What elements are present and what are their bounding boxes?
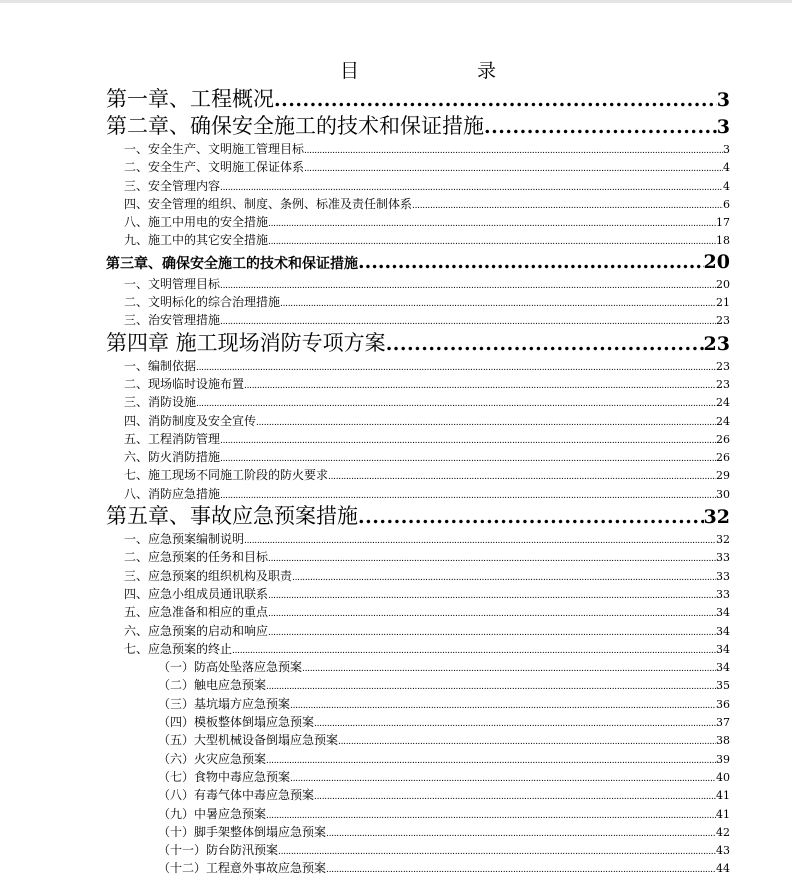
toc-page-number: 23 [716,377,730,391]
toc-section-entry[interactable] [106,393,730,411]
toc-section-entry[interactable] [106,293,730,311]
dot-leader [386,331,704,357]
toc-entry-label: （七）食物中毒应急预案 [158,769,291,784]
toc-page-number: 38 [716,734,730,748]
toc-subsection-entry[interactable] [106,695,730,713]
toc-subsection-entry[interactable] [106,750,730,768]
toc-entry-label: 四、应急小组成员通讯联系 [124,586,269,601]
dot-leader [268,624,716,640]
toc-entry-label: 第一章、工程概况 [106,87,274,111]
toc-entry-label: 五、应急准备和相应的重点 [124,605,269,620]
toc-page-number: 26 [716,451,730,465]
dot-leader [304,142,723,158]
dot-leader [290,770,716,786]
toc-page-number: 26 [716,432,730,446]
toc-entry-label: 第四章 施工现场消防专项方案 [106,330,386,355]
toc-page-number: 23 [703,332,730,355]
dot-leader [302,660,716,676]
toc-page-number: 24 [716,396,730,410]
toc-page-number: 35 [716,679,730,693]
dot-leader [256,414,716,430]
dot-leader [266,807,716,823]
toc-page-number: 4 [723,179,730,193]
page-title: 目 录 [339,60,553,82]
toc-entry-label: 八、消防应急措施 [124,486,221,501]
toc-entry-label: 第二章、确保安全施工的技术和保证措施 [106,114,484,138]
toc-chapter-entry[interactable] [106,86,730,113]
toc-entry-label: 二、应急预案的任务和目标 [124,550,269,565]
toc-page-number: 37 [716,716,730,730]
toc-section-entry[interactable] [106,485,730,503]
dot-leader [268,605,716,621]
toc-section-entry[interactable] [106,177,730,195]
toc-page-number: 44 [716,862,730,876]
toc-entry-label: 三、应急预案的组织机构及职责 [124,568,293,583]
dot-leader [268,550,716,566]
dot-leader [268,233,716,249]
toc-entry-label: （二）触电应急预案 [158,678,267,693]
toc-section-entry[interactable] [106,448,730,466]
toc-subsection-entry[interactable] [106,676,730,694]
toc-entry-label: 二、现场临时设施布置 [124,376,245,391]
top-edge [0,0,792,3]
toc-entry-label: 五、工程消防管理 [124,431,221,446]
toc-page-number: 3 [716,89,730,111]
toc-entry-label: 七、应急预案的终止 [124,641,233,656]
dot-leader [220,277,716,293]
dot-leader [290,697,716,713]
toc-entry-label: （八）有毒气体中毒应急预案 [158,788,315,803]
toc-section-entry[interactable] [106,375,730,393]
toc-page-number: 21 [716,296,730,310]
toc-page-number: 33 [716,551,730,565]
dot-leader [358,250,704,275]
toc-entry-label: （十）脚手架整体倒塌应急预案 [158,824,327,839]
toc-page-number: 30 [716,487,730,501]
toc-page-number: 6 [723,197,730,211]
toc-entry-label: 六、防火消防措施 [124,450,221,465]
toc-entry-label: 二、安全生产、文明施工保证体系 [124,160,305,175]
toc-entry-label: （十一）防台防汛预案 [158,843,279,858]
toc-entry-label: 一、应急预案编制说明 [124,532,245,547]
toc-page-number: 3 [716,116,730,138]
toc-page-number: 34 [716,661,730,675]
toc-entry-label: 三、消防设施 [124,395,197,410]
toc-page-number: 32 [716,533,730,547]
toc-page-number: 33 [716,569,730,583]
dot-leader [268,587,716,603]
toc-page-number: 23 [716,359,730,373]
dot-leader [328,468,716,484]
dot-leader [266,752,716,768]
toc-section-entry[interactable] [106,430,730,448]
toc-entry-label: 一、文明管理目标 [124,276,221,291]
toc-section-entry[interactable] [106,158,730,176]
dot-leader [244,377,716,393]
toc-page-number: 33 [716,587,730,601]
toc-entry-label: 四、消防制度及安全宣传 [124,413,257,428]
toc-page-number: 40 [716,770,730,784]
dot-leader [278,843,716,859]
toc-chapter-entry[interactable] [106,113,730,140]
toc-page-number: 32 [703,506,730,529]
toc-page-number: 41 [716,789,730,803]
toc-entry-label: （九）中暑应急预案 [158,806,267,821]
dot-leader [220,450,716,466]
toc-page-number: 29 [716,469,730,483]
toc-section-entry[interactable] [106,603,730,621]
toc-section-entry[interactable] [106,140,730,158]
toc-subsection-entry[interactable] [106,731,730,749]
toc-entry-label: 九、施工中的其它安全措施 [124,233,269,248]
toc-page-number: 20 [716,277,730,291]
toc-subsection-entry[interactable] [106,859,730,877]
dot-leader [304,160,723,176]
toc-entry-label: 六、应急预案的启动和响应 [124,623,269,638]
dot-leader [244,532,716,548]
toc-entry-label: 一、安全生产、文明施工管理目标 [124,142,305,156]
toc-page-number: 17 [716,216,730,230]
dot-leader [412,197,723,213]
toc-page-number: 23 [716,314,730,328]
dot-leader [196,359,716,375]
toc-section-entry[interactable] [106,585,730,603]
toc-page-number: 43 [716,844,730,858]
toc-page-number: 36 [716,697,730,711]
toc-section-entry[interactable] [106,567,730,585]
toc-page-number: 34 [716,606,730,620]
toc-page-number: 4 [723,161,730,175]
dot-leader [326,825,716,841]
toc-page-number: 24 [716,414,730,428]
dot-leader [280,295,716,311]
toc-section-entry[interactable] [106,275,730,293]
dot-leader [484,114,717,140]
toc-entry-label: 第五章、事故应急预案措施 [106,504,358,529]
toc-chapter-entry[interactable] [106,250,730,275]
toc-page-number: 18 [716,234,730,248]
toc-entry-label: （六）火灾应急预案 [158,751,267,766]
toc-entry-label: （三）基坑塌方应急预案 [158,696,291,711]
toc-chapter-entry[interactable] [106,330,730,357]
toc-entry-label: （十二）工程意外事故应急预案 [158,861,327,876]
toc-entry-label: 第三章、确保安全施工的技术和保证措施 [106,255,358,272]
toc-entry-label: 七、施工现场不同施工阶段的防火要求 [124,468,329,483]
dot-leader [274,87,717,113]
dot-leader [220,432,716,448]
toc-entry-label: 一、编制依据 [124,358,197,373]
toc-section-entry[interactable] [106,530,730,548]
toc-subsection-entry[interactable] [106,841,730,859]
dot-leader [338,733,716,749]
toc-section-entry[interactable] [106,466,730,484]
toc-subsection-entry[interactable] [106,805,730,823]
toc-entry-label: 三、治安管理措施 [124,313,221,328]
dot-leader [220,313,716,329]
toc-section-entry[interactable] [106,412,730,430]
toc-page-number: 20 [703,250,730,273]
table-of-contents [106,86,730,878]
toc-section-entry[interactable] [106,213,730,231]
toc-page-number: 39 [716,752,730,766]
toc-page-number: 41 [716,807,730,821]
toc-section-entry[interactable] [106,231,730,249]
toc-entry-label: （五）大型机械设备倒塌应急预案 [158,733,339,748]
toc-entry-label: 八、施工中用电的安全措施 [124,215,269,230]
dot-leader [314,788,716,804]
toc-section-entry[interactable] [106,622,730,640]
toc-page-number: 3 [723,143,730,156]
dot-leader [220,487,716,503]
dot-leader [358,504,704,530]
dot-leader [292,569,716,585]
toc-entry-label: （一）防高处坠落应急预案 [158,660,303,675]
dot-leader [196,395,716,411]
toc-entry-label: （四）模板整体倒塌应急预案 [158,715,315,730]
dot-leader [232,642,716,658]
toc-section-entry[interactable] [106,311,730,329]
dot-leader [268,215,716,231]
dot-leader [326,861,716,877]
toc-subsection-entry[interactable] [106,823,730,841]
dot-leader [314,715,716,731]
toc-section-entry[interactable] [106,195,730,213]
toc-subsection-entry[interactable] [106,713,730,731]
toc-section-entry[interactable] [106,548,730,566]
dot-leader [220,179,723,195]
toc-page-number: 34 [716,642,730,656]
toc-page-number: 34 [716,624,730,638]
toc-page-number: 42 [716,825,730,839]
toc-chapter-entry[interactable] [106,503,730,530]
toc-entry-label: 四、安全管理的组织、制度、条例、标准及责任制体系 [124,196,413,211]
toc-section-entry[interactable] [106,357,730,375]
toc-subsection-entry[interactable] [106,658,730,676]
toc-section-entry[interactable] [106,640,730,658]
toc-subsection-entry[interactable] [106,786,730,804]
toc-entry-label: 二、文明标化的综合治理措施 [124,295,281,310]
dot-leader [266,678,716,694]
toc-subsection-entry[interactable] [106,768,730,786]
document-page [106,56,730,878]
toc-entry-label: 三、安全管理内容 [124,178,221,193]
